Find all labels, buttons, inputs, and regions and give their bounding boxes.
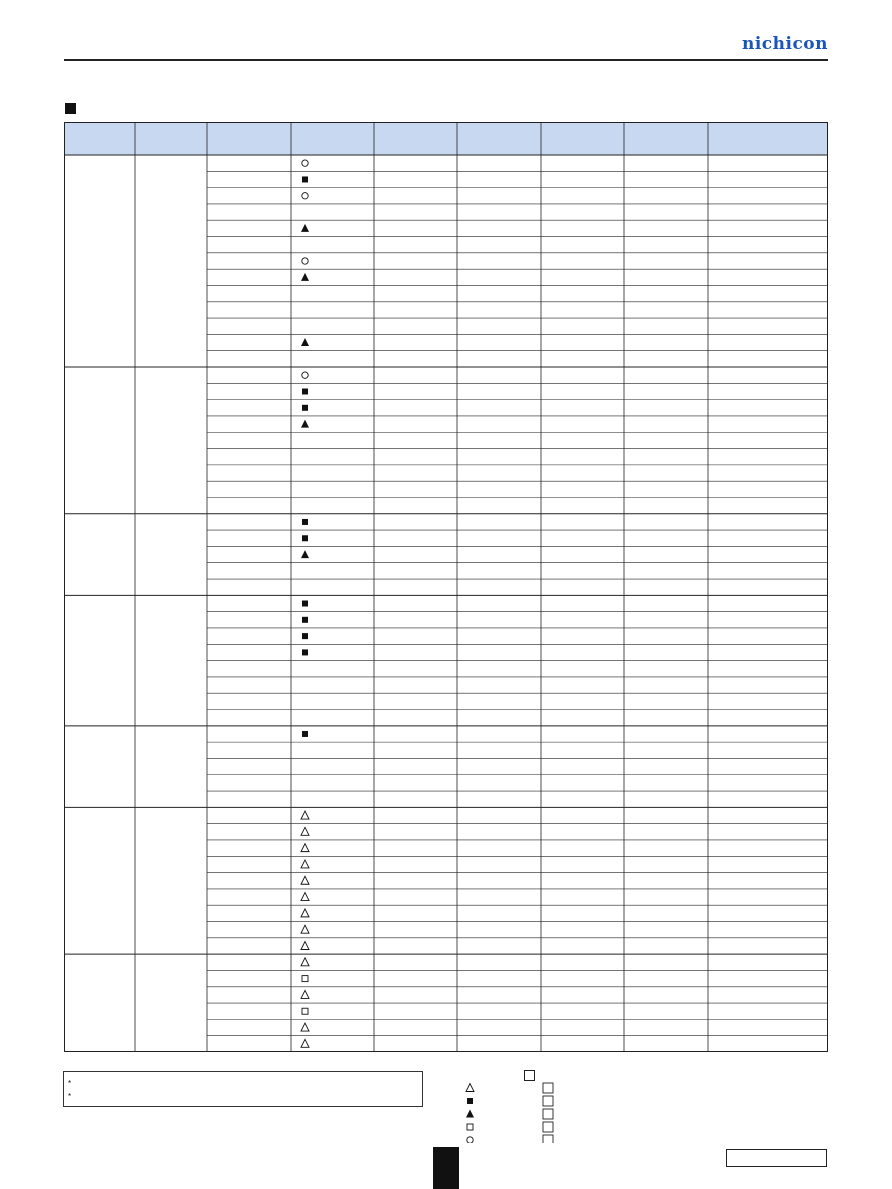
- filled-square-icon: [302, 617, 308, 623]
- table-border: [65, 123, 828, 1052]
- filled-triangle-icon: [301, 420, 309, 428]
- note-asterisk: *: [68, 1079, 72, 1088]
- circle-icon: [467, 1137, 473, 1143]
- nichicon-logo: nichicon: [741, 34, 828, 54]
- table-header: [64, 122, 828, 155]
- filled-triangle-icon: [301, 273, 309, 281]
- filled-square-icon: [302, 535, 308, 541]
- section-bullet-icon: [65, 103, 76, 114]
- filled-square-icon: [467, 1098, 473, 1104]
- square-icon: [467, 1124, 473, 1130]
- filled-square-icon: [302, 405, 308, 411]
- circle-icon: [302, 160, 308, 166]
- legend-checkbox: [543, 1135, 553, 1143]
- symbol-legend: [460, 1068, 570, 1143]
- triangle-icon: [301, 909, 309, 917]
- filled-square-icon: [302, 388, 308, 394]
- note-asterisk: *: [68, 1092, 72, 1101]
- reference-box: [726, 1149, 827, 1167]
- notes-box: [63, 1071, 423, 1107]
- header-rule: [64, 59, 828, 61]
- triangle-icon: [301, 958, 309, 966]
- square-icon: [302, 976, 308, 982]
- triangle-icon: [301, 925, 309, 933]
- legend-checkbox: [543, 1122, 553, 1132]
- triangle-icon: [301, 844, 309, 852]
- triangle-icon: [301, 941, 309, 949]
- triangle-icon: [301, 860, 309, 868]
- filled-square-icon: [302, 519, 308, 525]
- legend-checkbox: [543, 1109, 553, 1119]
- filled-square-icon: [302, 649, 308, 655]
- legend-checkbox: [543, 1083, 553, 1093]
- filled-square-icon: [302, 601, 308, 607]
- product-table: [64, 122, 828, 1052]
- triangle-icon: [301, 827, 309, 835]
- filled-triangle-icon: [466, 1110, 474, 1118]
- triangle-icon: [466, 1084, 474, 1092]
- circle-icon: [302, 193, 308, 199]
- triangle-icon: [301, 990, 309, 998]
- filled-square-icon: [302, 633, 308, 639]
- filled-triangle-icon: [301, 550, 309, 558]
- triangle-icon: [301, 893, 309, 901]
- triangle-icon: [301, 876, 309, 884]
- circle-icon: [302, 258, 308, 264]
- square-icon: [302, 1008, 308, 1014]
- triangle-icon: [301, 1039, 309, 1047]
- filled-triangle-icon: [301, 224, 309, 232]
- product-table-grid: [64, 122, 828, 1052]
- page-tab-marker: [433, 1147, 459, 1189]
- legend-checkbox: [543, 1096, 553, 1106]
- triangle-icon: [301, 1023, 309, 1031]
- filled-square-icon: [302, 731, 308, 737]
- legend-symbols: [460, 1068, 570, 1143]
- filled-square-icon: [302, 176, 308, 182]
- triangle-icon: [301, 811, 309, 819]
- circle-icon: [302, 372, 308, 378]
- filled-triangle-icon: [301, 338, 309, 346]
